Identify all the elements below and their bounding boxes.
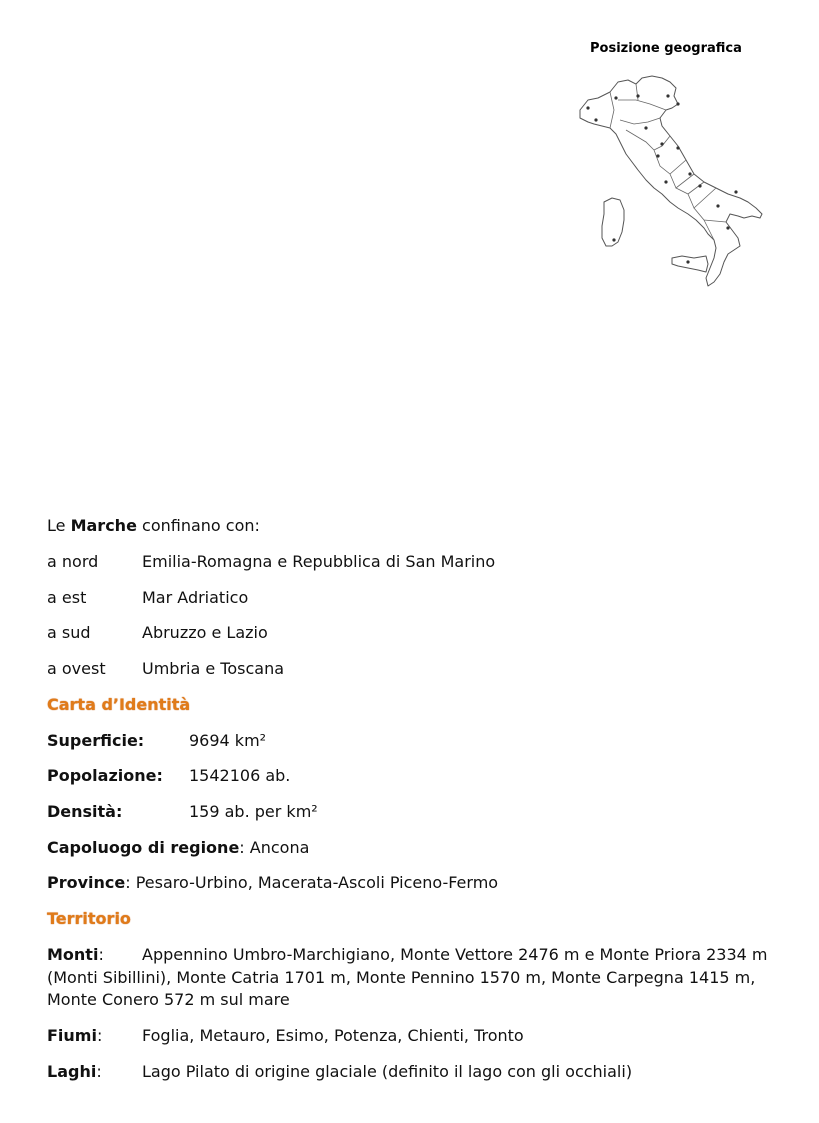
- monti-label: Monti: [47, 945, 99, 964]
- densita-row: [47, 802, 122, 822]
- laghi-value: Lago Pilato di origine glaciale (definito il lago con gli occhiali): [142, 1062, 633, 1081]
- province-label: Province: [47, 873, 126, 892]
- superficie-label: Superficie:: [47, 731, 145, 750]
- italy-map: [570, 70, 770, 290]
- fiumi-sep: :: [96, 1026, 103, 1045]
- direction-label: a ovest: [47, 659, 106, 678]
- densita-value: 159 ab. per km²: [189, 802, 318, 821]
- superficie-value: 9694 km²: [189, 731, 267, 750]
- italy-map-graphic: [570, 70, 770, 290]
- capoluogo-label: Capoluogo di regione: [47, 838, 240, 857]
- mainland-outline: [580, 76, 762, 286]
- borders-intro: [47, 516, 260, 536]
- region-name: Marche: [70, 516, 137, 535]
- laghi-row: [47, 1062, 102, 1082]
- laghi-sep: :: [96, 1062, 102, 1081]
- direction-label: a sud: [47, 623, 91, 642]
- popolazione-row: [47, 766, 163, 786]
- capoluogo-value: : Ancona: [239, 838, 310, 857]
- identity-heading: Carta d’Identità: [47, 695, 191, 714]
- capoluogo-row: [47, 838, 309, 858]
- intro-suffix: confinano con:: [142, 516, 260, 535]
- popolazione-value: 1542106 ab.: [189, 766, 291, 785]
- sicily-outline: [672, 256, 708, 272]
- border-row-west: [47, 659, 106, 679]
- fiumi-label: Fiumi: [47, 1026, 97, 1045]
- province-row: [47, 873, 498, 893]
- direction-label: a est: [47, 588, 87, 607]
- border-neighbors-north: Emilia-Romagna e Repubblica di San Marino: [142, 552, 496, 571]
- map-title: Posizione geografica: [590, 41, 742, 56]
- border-neighbors-south: Abruzzo e Lazio: [142, 623, 268, 642]
- intro-prefix: Le: [47, 516, 66, 535]
- province-value: : Pesaro-Urbino, Macerata-Ascoli Piceno-Fermo: [125, 873, 499, 892]
- direction-label: a nord: [47, 552, 99, 571]
- monti-value: Appennino Umbro-Marchigiano, Monte Vettore 2476 m e Monte Priora 2334 m (Monti Sibillini), Monte Catria 1701 m, Monte Pennino 1570 m, Monte Carpegna 1415 m, Monte Conero 572 m sul mare: [47, 945, 768, 1009]
- densita-label: Densità:: [47, 802, 123, 821]
- border-row-east: [47, 588, 86, 608]
- border-neighbors-east: Mar Adriatico: [142, 588, 249, 607]
- border-neighbors-west: Umbria e Toscana: [142, 659, 285, 678]
- territory-heading: Territorio: [47, 909, 131, 928]
- popolazione-label: Popolazione:: [47, 766, 163, 785]
- monti-sep: :: [98, 945, 104, 964]
- superficie-row: [47, 731, 144, 751]
- fiumi-row: [47, 1026, 102, 1046]
- monti-paragraph: [47, 944, 782, 1012]
- border-row-north: [47, 552, 98, 572]
- fiumi-value: Foglia, Metauro, Esimo, Potenza, Chienti, Tronto: [142, 1026, 524, 1045]
- border-row-south: [47, 623, 91, 643]
- laghi-label: Laghi: [47, 1062, 97, 1081]
